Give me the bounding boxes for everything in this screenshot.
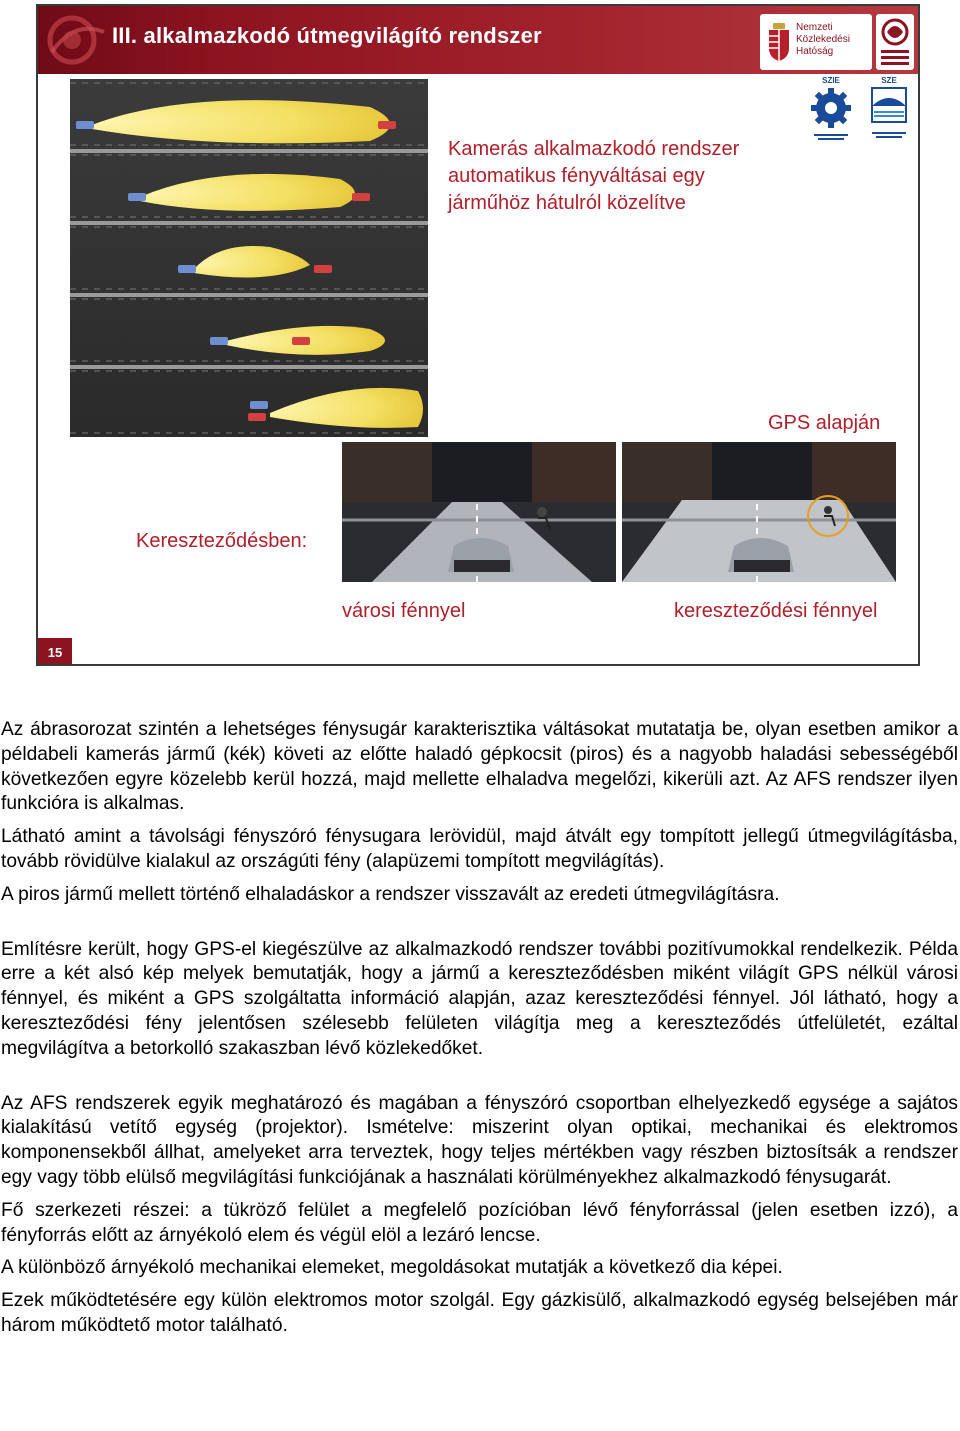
nkh-logo-text: Nemzeti Közlekedési Hatóság — [796, 22, 850, 57]
hungarian-crest-icon — [766, 20, 792, 62]
sze-emblem-icon — [866, 76, 912, 142]
paragraph-8: Ezek működtetésére egy külön elektromos motor szolgál. Egy gázkisülő, alkalmazkodó egység belsejében már három működtető motor található. — [1, 1290, 958, 1336]
gps-label: GPS alapján — [768, 412, 881, 434]
slide-page-number: 15 — [38, 638, 72, 666]
szie-logo: SZIE — [808, 76, 854, 142]
intersection-light-photo — [622, 442, 896, 582]
bme-emblem-icon — [876, 14, 914, 70]
paragraph-1: Az ábrasorozat szintén a lehetséges fénysugár karakterisztika váltásokat mutatatja be, olyan esetben amikor a példabeli kamerás jármű (kék) követi az előtte haladó gépkocsit (piros) és a nagyobb haladási sebességéből következően egyre közelebb kerül hozzá, majd mellette elhaladva megelőzi, kikerüli azt. Az AFS rendszer ilyen funkcióra is alkalmas. — [1, 719, 958, 815]
gear-icon — [808, 76, 854, 142]
paragraph-7: A különböző árnyékoló mechanikai elemeket, megoldásokat mutatják a következő dia képei. — [1, 1257, 783, 1279]
camera-system-caption: Kamerás alkalmazkodó rendszer automatikus fényváltásai egy járműhöz hátulról közelítve — [448, 138, 740, 214]
intersection-label: Kereszteződésben: — [136, 530, 308, 552]
headlight-beam-sequence-image — [70, 79, 428, 437]
decorative-swirl-icon — [44, 12, 114, 68]
city-light-intersection-photo — [342, 442, 616, 582]
presentation-slide — [36, 4, 920, 666]
paragraph-2: Látható amint a távolsági fényszóró fénysugara lerövidül, majd átvált egy tompított jellegű útmegvilágításba, tovább rövidülve kialakul az országúti fény (alapüzemi tompított megvilágítás). — [1, 826, 958, 872]
slide-header-bar — [38, 6, 918, 74]
city-light-caption: városi fénnyel — [342, 600, 466, 622]
paragraph-3: A piros jármű mellett történő elhaladáskor a rendszer visszavált az eredeti útmegvilágításra. — [1, 883, 780, 905]
body-text — [1, 718, 958, 1339]
sze-logo: SZE — [866, 76, 912, 142]
paragraph-6: Fő szerkezeti részei: a tükröző felület a megfelelő pozícióban lévő fényforrással (jelen esetben izzó), a fényforrás előtt az árnyékoló elem és végül elöl a lezáró lencse. — [1, 1199, 958, 1246]
paragraph-4: Említésre került, hogy GPS-el kiegészülve az alkalmazkodó rendszer további pozitívumokkal rendelkezik. Példa erre a két alsó kép melyek bemutatják, hogy a jármű a kereszteződésben miként világít GPS nélkül városi fénnyel, és miként a GPS szolgáltatta információ alapján, azaz kereszteződési fénnyel. Jól látható, hogy a kereszteződési fény jelentősen szélesebb felületen világítja meg a kereszteződés útfelületét, ezáltal megvilágítva a betorkolló szakaszban lévő közlekedőket. — [1, 938, 958, 1059]
bme-logo — [876, 14, 914, 70]
intersection-light-caption: kereszteződési fénnyel — [674, 600, 878, 622]
paragraph-5: Az AFS rendszerek egyik meghatározó és magában a fényszóró csoportban elhelyezkedő egysége a sajátos kialakítású vetítő egység (projektor). Ismételve: miszerint olyan optikai, mechanikai és elektromos komponensekből állhat, amelyeket arra terveztek, hogy teljes mértékben vagy részben biztosítsák a rendszer egy vagy több elülső megvilágítási funkciójának a használati körülményekhez alkalmazkodó fénysugarát. — [1, 1092, 958, 1188]
nkh-logo — [760, 14, 872, 70]
slide-title: III. alkalmazkodó útmegvilágító rendszer — [112, 23, 542, 48]
